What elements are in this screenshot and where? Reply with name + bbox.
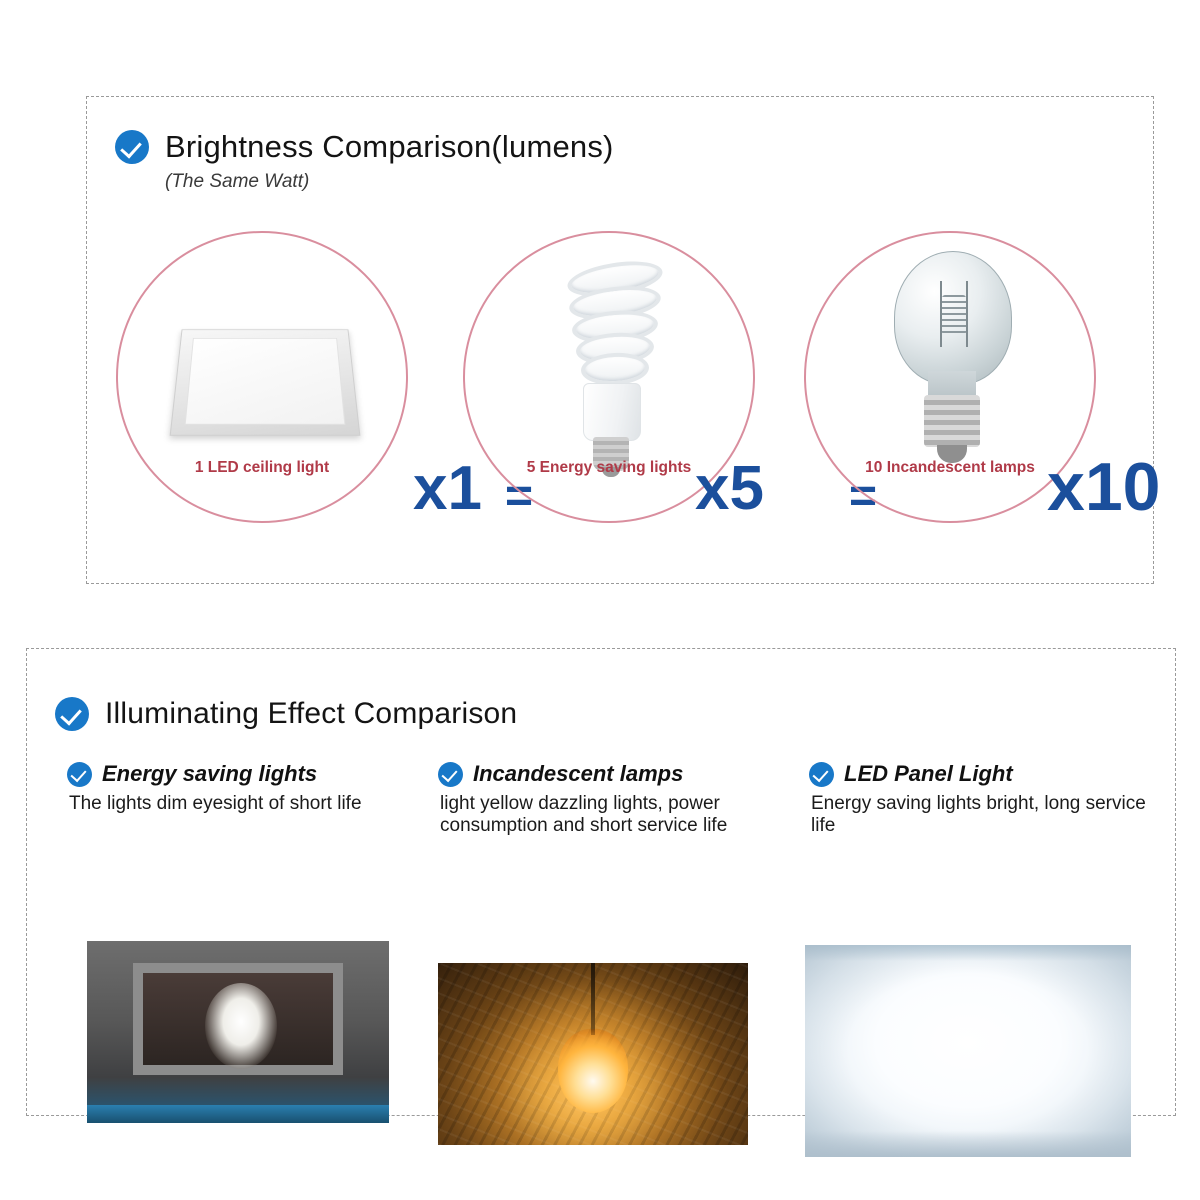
section-title: Illuminating Effect Comparison bbox=[105, 697, 518, 730]
effect-column-title: Incandescent lamps bbox=[473, 761, 684, 786]
cfl-bulb-icon bbox=[557, 261, 665, 477]
incandescent-bulb-icon bbox=[888, 251, 1016, 481]
comparison-item-led bbox=[116, 231, 408, 523]
multiplier-led: x1 bbox=[413, 454, 482, 523]
bright-led-panel-photo bbox=[805, 945, 1131, 1157]
effect-column-energy-saving bbox=[45, 761, 416, 1049]
check-circle-icon bbox=[438, 762, 463, 787]
check-circle-icon bbox=[55, 697, 89, 731]
comparison-row bbox=[87, 225, 1161, 555]
comparison-caption-led: 1 LED ceiling light bbox=[194, 459, 330, 476]
effect-column-led-panel bbox=[787, 761, 1158, 1049]
equals-sign-2: = bbox=[849, 470, 878, 523]
multiplier-incandescent: x10 bbox=[1047, 449, 1161, 525]
brightness-comparison-panel bbox=[86, 96, 1161, 584]
effect-column-header bbox=[787, 761, 1158, 787]
effect-column-title: Energy saving lights bbox=[102, 761, 318, 786]
equals-sign-1: = bbox=[505, 470, 534, 523]
comparison-caption-cfl: 5 Energy saving lights bbox=[526, 459, 692, 476]
dim-cfl-photo bbox=[87, 941, 389, 1123]
brightness-panel-header bbox=[115, 129, 614, 165]
illuminating-effect-panel bbox=[26, 648, 1176, 1116]
multiplier-cfl: x5 bbox=[695, 454, 764, 523]
check-circle-icon bbox=[809, 762, 834, 787]
effect-column-title: LED Panel Light bbox=[844, 761, 1013, 786]
effect-column-description: Energy saving lights bright, long service life bbox=[811, 793, 1146, 837]
led-panel-light-icon bbox=[170, 329, 361, 435]
effect-column-header bbox=[416, 761, 787, 787]
effect-column-description: light yellow dazzling lights, power consumption and short service life bbox=[440, 793, 728, 837]
check-circle-icon bbox=[67, 762, 92, 787]
effect-column-header bbox=[45, 761, 416, 787]
brightness-panel-subtitle: (The Same Watt) bbox=[165, 171, 310, 192]
effect-columns bbox=[45, 761, 1159, 1049]
comparison-caption-incandescent: 10 Incandescent lamps bbox=[865, 459, 1035, 476]
page-title: Brightness Comparison(lumens) bbox=[165, 129, 614, 164]
warm-incandescent-photo bbox=[438, 963, 748, 1145]
effect-column-description: The lights dim eyesight of short life bbox=[69, 793, 362, 814]
effect-column-incandescent bbox=[416, 761, 787, 1049]
effect-panel-header bbox=[55, 697, 517, 731]
check-circle-icon bbox=[115, 130, 149, 164]
